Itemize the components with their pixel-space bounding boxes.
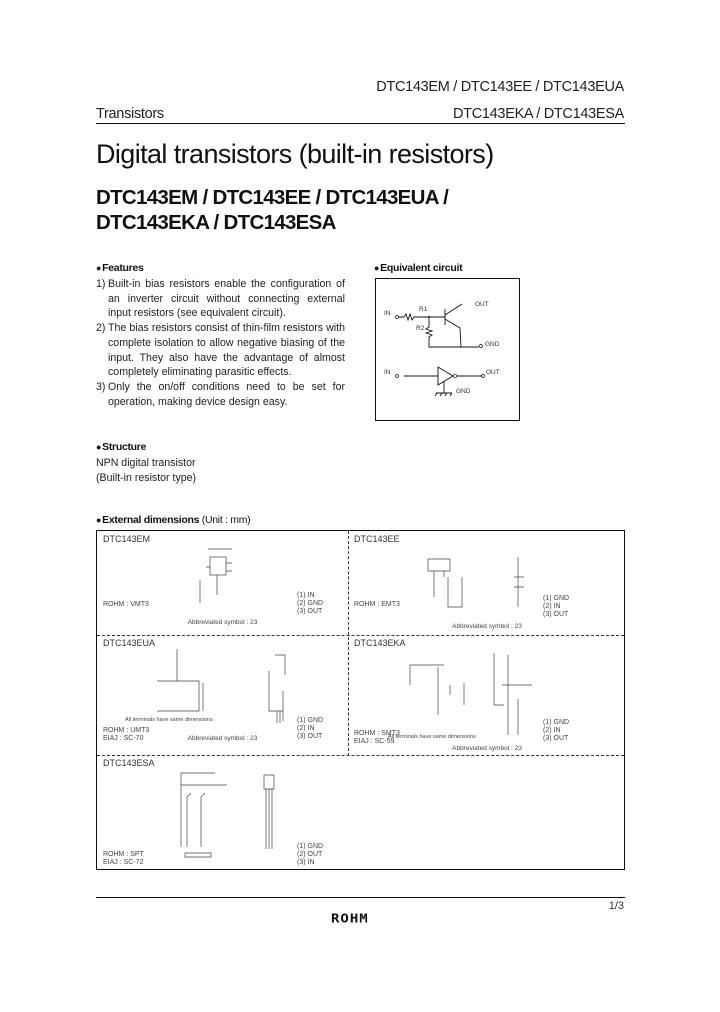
equivalent-circuit-diagram: [375, 278, 520, 421]
external-dimensions-heading: [96, 514, 250, 526]
package-note: All terminals have same dimensions: [388, 734, 476, 740]
subtitle-line1: DTC143EM / DTC143EE / DTC143EUA /: [96, 186, 449, 209]
package-pins: (1) GND (2) IN (3) OUT: [543, 719, 570, 742]
circuit-r2-label: R2: [416, 325, 425, 332]
package-pins: (1) GND (2) IN (3) OUT: [297, 717, 324, 740]
package-rohm-code: ROHM : EMT3: [354, 601, 400, 608]
package-name: DTC143EUA: [103, 638, 156, 648]
feature-num: 2): [96, 322, 106, 335]
package-codes: ROHM : SMT3 EIAJ : SC-59: [354, 730, 400, 745]
feature-text: Built-in bias resistors enable the configuration of an inverter circuit without connecting external input resistors (see equivalent circuit).: [108, 278, 345, 320]
package-name: DTC143EKA: [354, 638, 406, 648]
structure-heading: [96, 441, 146, 453]
package-pins: (1) GND (2) IN (3) OUT: [543, 595, 570, 618]
bullet-icon: ●: [96, 442, 102, 452]
header-models-line2: DTC143EKA / DTC143ESA: [453, 106, 624, 122]
abbreviated-symbol: Abbreviated symbol : 23: [187, 619, 258, 626]
package-cell-em: [97, 531, 348, 635]
package-name: DTC143ESA: [103, 758, 155, 768]
equivalent-circuit-heading-text: Equivalent circuit: [380, 262, 463, 274]
bullet-icon: ●: [96, 515, 102, 525]
circuit-r1-label: R1: [419, 306, 428, 313]
package-name: DTC143EE: [354, 534, 400, 544]
package-cell-ee: [348, 531, 626, 635]
bullet-icon: ●: [374, 263, 380, 273]
features-list: [96, 277, 345, 409]
package-cell-eka: [348, 635, 626, 755]
structure-line2: (Built-in resistor type): [96, 471, 197, 484]
subtitle-line2: DTC143EKA / DTC143ESA: [96, 211, 336, 234]
abbreviated-symbol: Abbreviated symbol : 23: [187, 735, 258, 742]
structure-text: [96, 456, 196, 485]
package-codes: ROHM : UMT3 EIAJ : SC-70: [103, 727, 150, 742]
features-heading: [96, 262, 144, 274]
feature-item: [96, 321, 345, 380]
feature-num: 1): [96, 278, 106, 290]
circuit-out-label: OUT: [475, 301, 489, 308]
package-codes: ROHM : SPT EIAJ : SC-72: [103, 851, 144, 866]
package-drawing: [388, 537, 568, 617]
feature-text: The bias resistors consist of thin-film resistors with complete isolation to allow negative biasing of the input. They also have the advantage of almost completely eliminating parasitic effects.: [108, 322, 345, 379]
abbreviated-symbol: Abbreviated symbol : 23: [452, 623, 522, 630]
rohm-logo: ROHM: [331, 911, 369, 927]
external-dimensions-table: [96, 530, 625, 870]
abbreviated-symbol: Abbreviated symbol : 23: [452, 745, 522, 752]
circuit-gnd-label: GND: [485, 341, 500, 348]
package-pins: (1) IN (2) GND (3) OUT: [297, 592, 324, 615]
feature-text: Only the on/off conditions need to be set for operation, making device design easy.: [108, 380, 345, 408]
structure-line1: NPN digital transistor: [96, 457, 196, 469]
package-drawing: [192, 545, 262, 605]
circuit-gnd-label-2: GND: [456, 388, 471, 395]
footer-rule: [96, 897, 625, 898]
package-note: All terminals have same dimensions: [125, 717, 213, 723]
package-rohm-code: ROHM : VMT3: [103, 601, 149, 608]
page-number: 1/3: [608, 900, 624, 912]
circuit-in-label: IN: [384, 310, 391, 317]
dimensions-unit: (Unit : mm): [201, 514, 251, 526]
feature-item: [96, 277, 345, 321]
structure-heading-text: Structure: [102, 441, 147, 453]
external-dimensions-heading-text: External dimensions: [102, 514, 200, 526]
package-name: DTC143EM: [103, 534, 151, 544]
equivalent-circuit-heading: [374, 262, 462, 274]
feature-item: [96, 380, 345, 409]
package-cell-esa: [97, 755, 348, 871]
bullet-icon: ●: [96, 263, 102, 273]
circuit-in-label-2: IN: [384, 369, 391, 376]
features-heading-text: Features: [102, 262, 144, 274]
circuit-schematic: [376, 279, 518, 419]
circuit-out-label-2: OUT: [486, 369, 500, 376]
feature-num: 3): [96, 380, 106, 393]
package-cell-eua: [97, 635, 348, 755]
package-drawing: [167, 763, 297, 863]
package-pins: (1) GND (2) OUT (3) IN: [297, 843, 324, 866]
header-rule: [96, 123, 625, 124]
header-category: Transistors: [96, 106, 164, 122]
page-title: Digital transistors (built-in resistors): [96, 139, 494, 169]
header-models-line1: DTC143EM / DTC143EE / DTC143EUA: [376, 79, 624, 95]
